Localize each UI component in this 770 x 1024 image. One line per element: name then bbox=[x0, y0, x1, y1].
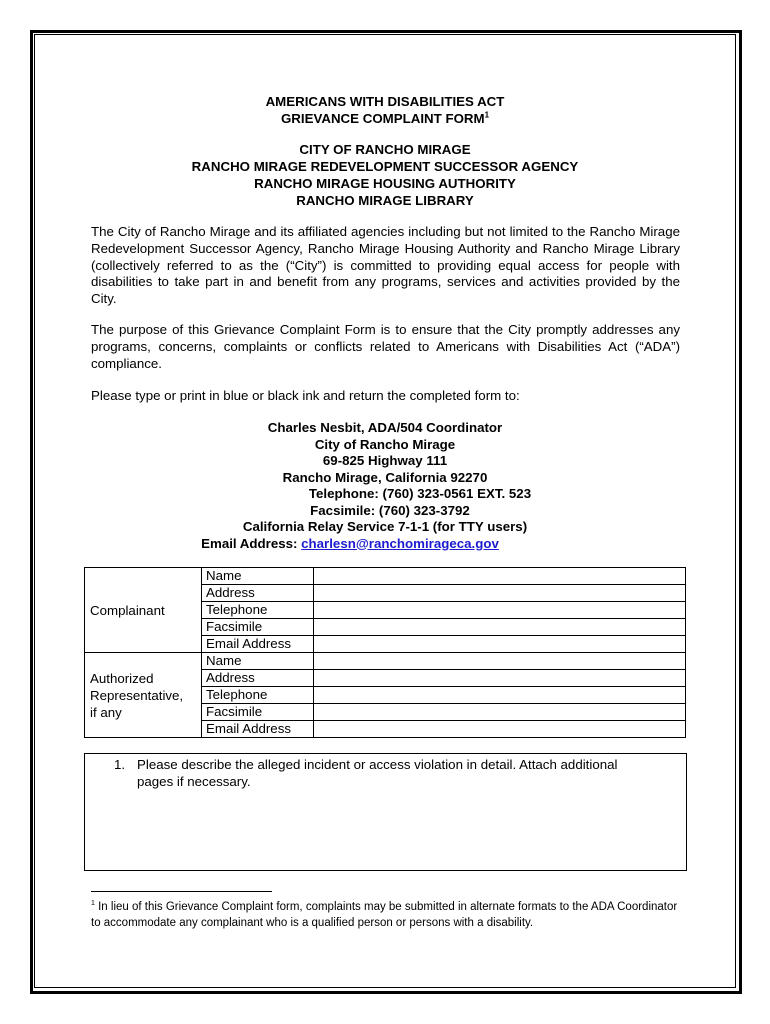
question-text: Please describe the alleged incident or access violation in detail. Attach additional pages if necessary. bbox=[137, 757, 618, 789]
representative-telephone-label: Telephone bbox=[202, 687, 314, 704]
table-row bbox=[85, 653, 686, 670]
complainant-telephone-field[interactable] bbox=[314, 602, 686, 619]
coordinator-name: Charles Nesbit, ADA/504 Coordinator bbox=[267, 420, 503, 435]
email-link-text[interactable]: charlesn@ranchomirageca.gov bbox=[301, 535, 499, 551]
complainant-label: Complainant bbox=[85, 568, 202, 653]
representative-name-field[interactable] bbox=[314, 653, 686, 670]
footnote-text: In lieu of this Grievance Complaint form, complaints may be submitted in alternate formats to the ADA Coordinator to accommodate any complainant who is a qualified person or persons with a disability. bbox=[91, 901, 678, 929]
complainant-facsimile-label: Facsimile bbox=[202, 619, 314, 636]
representative-label-line-2: Representative, bbox=[90, 687, 184, 703]
title-line-1: AMERICANS WITH DISABILITIES ACT bbox=[265, 94, 505, 109]
purpose-paragraph: The purpose of this Grievance Complaint Form is to ensure that the City promptly addresses any programs, concerns, complaints or conflicts related to Americans with Disabilities Act (“ADA”) compliance. bbox=[91, 322, 680, 371]
coordinator-facsimile: Facsimile: (760) 323-3792 bbox=[310, 502, 470, 518]
representative-name-label: Name bbox=[202, 653, 314, 670]
complainant-email-label: Email Address bbox=[202, 636, 314, 653]
complainant-name-field[interactable] bbox=[314, 568, 686, 585]
footnote-divider bbox=[91, 891, 272, 892]
agency-city: CITY OF RANCHO MIRAGE bbox=[299, 142, 471, 157]
complainant-address-field[interactable] bbox=[314, 585, 686, 602]
coordinator-relay: California Relay Service 7-1-1 (for TTY users) bbox=[242, 519, 528, 534]
complainant-email-field[interactable] bbox=[314, 636, 686, 653]
complainant-address-label: Address bbox=[202, 585, 314, 602]
representative-label-line-3: if any bbox=[90, 704, 122, 720]
representative-address-field[interactable] bbox=[314, 670, 686, 687]
representative-email-field[interactable] bbox=[314, 721, 686, 738]
email-link[interactable] bbox=[301, 536, 541, 551]
representative-email-label: Email Address bbox=[202, 721, 314, 738]
agency-housing: RANCHO MIRAGE HOUSING AUTHORITY bbox=[254, 176, 516, 191]
representative-telephone-field[interactable] bbox=[314, 687, 686, 704]
contact-table bbox=[84, 567, 686, 738]
complainant-telephone-label: Telephone bbox=[202, 602, 314, 619]
form-title bbox=[0, 93, 770, 127]
agency-library: RANCHO MIRAGE LIBRARY bbox=[296, 193, 474, 208]
instructions-paragraph: Please type or print in blue or black ink and return the completed form to: bbox=[91, 388, 520, 403]
table-row bbox=[85, 568, 686, 585]
representative-facsimile-field[interactable] bbox=[314, 704, 686, 721]
representative-address-label: Address bbox=[202, 670, 314, 687]
incident-description-box[interactable] bbox=[84, 753, 687, 871]
complainant-name-label: Name bbox=[202, 568, 314, 585]
footnote-marker: 1 bbox=[91, 900, 95, 908]
agency-successor: RANCHO MIRAGE REDEVELOPMENT SUCCESSOR AGENCY bbox=[191, 159, 579, 174]
footnote bbox=[91, 899, 681, 931]
coordinator-organization: City of Rancho Mirage bbox=[314, 436, 456, 452]
representative-label bbox=[85, 653, 202, 738]
email-label: Email Address: bbox=[201, 535, 298, 551]
question-number: 1. bbox=[114, 757, 126, 772]
title-line-2-text: GRIEVANCE COMPLAINT FORM bbox=[280, 111, 485, 126]
title-footnote-marker: 1 bbox=[484, 110, 490, 120]
coordinator-street: 69-825 Highway 111 bbox=[322, 453, 448, 468]
representative-facsimile-label: Facsimile bbox=[202, 704, 314, 721]
title-line-2 bbox=[0, 110, 770, 127]
intro-paragraph: The City of Rancho Mirage and its affiliated agencies including but not limited to the Rancho Mirage Redevelopment Successor Agency, Rancho Mirage Housing Authority and Rancho Mirage Library (collectively referred to as the (“City”) is committed to providing equal access for people with disabilities to take part in and benefit from any programs, services and activities provided by the City. bbox=[91, 224, 680, 307]
representative-label-line-1: Authorized bbox=[90, 670, 154, 686]
coordinator-address bbox=[0, 420, 770, 552]
coordinator-telephone: Telephone: (760) 323-0561 EXT. 523 bbox=[308, 486, 532, 501]
coordinator-city: Rancho Mirage, California 92270 bbox=[282, 469, 488, 485]
complainant-facsimile-field[interactable] bbox=[314, 619, 686, 636]
coordinator-email-line bbox=[0, 536, 770, 553]
agency-list bbox=[0, 141, 770, 209]
